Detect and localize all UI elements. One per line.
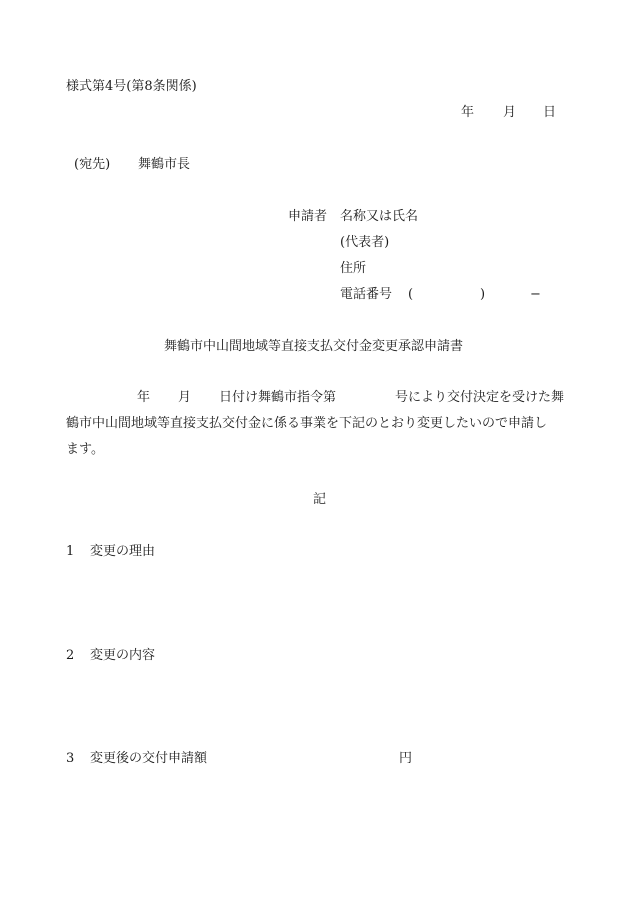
body-line2: 鶴市中山間地域等直接支払交付金に係る事業を下記のとおり変更したいので申請し — [66, 416, 548, 431]
item-number: 1 — [66, 544, 75, 559]
phone-open-paren: ( — [408, 287, 414, 302]
form-number: 様式第4号(第8条関係) — [66, 79, 197, 94]
item-label-content: 変更の内容 — [90, 648, 156, 663]
applicant-address-label: 住所 — [340, 261, 367, 276]
date-year-label: 年 — [461, 105, 475, 120]
item-label-amount: 変更後の交付申請額 — [90, 751, 208, 766]
addressee-prefix: (宛先) — [74, 157, 111, 172]
applicant-phone-label: 電話番号 — [340, 287, 393, 302]
item-number: 3 — [66, 751, 75, 766]
addressee-name: 舞鶴市長 — [138, 157, 191, 172]
applicant-name-label: 名称又は氏名 — [340, 209, 419, 224]
body-line1-rest: 号により交付決定を受けた舞 — [395, 390, 565, 405]
date-month-label: 月 — [503, 105, 517, 120]
item-number: 2 — [66, 648, 75, 663]
document-title: 舞鶴市中山間地域等直接支払交付金変更承認申請書 — [164, 339, 464, 354]
phone-close-paren: ) — [480, 287, 486, 302]
yen-unit: 円 — [399, 751, 413, 766]
ki-label: 記 — [313, 492, 327, 507]
item-label-reason: 変更の理由 — [90, 544, 156, 559]
phone-dash: − — [530, 287, 541, 302]
applicant-label: 申請者 — [288, 209, 328, 224]
body-day-text: 日付け舞鶴市指令第 — [219, 390, 337, 405]
body-year-label: 年 — [137, 390, 151, 405]
applicant-representative-label: (代表者) — [340, 235, 390, 250]
date-day-label: 日 — [543, 105, 557, 120]
body-month-label: 月 — [178, 390, 192, 405]
body-line3: ます。 — [66, 442, 104, 457]
